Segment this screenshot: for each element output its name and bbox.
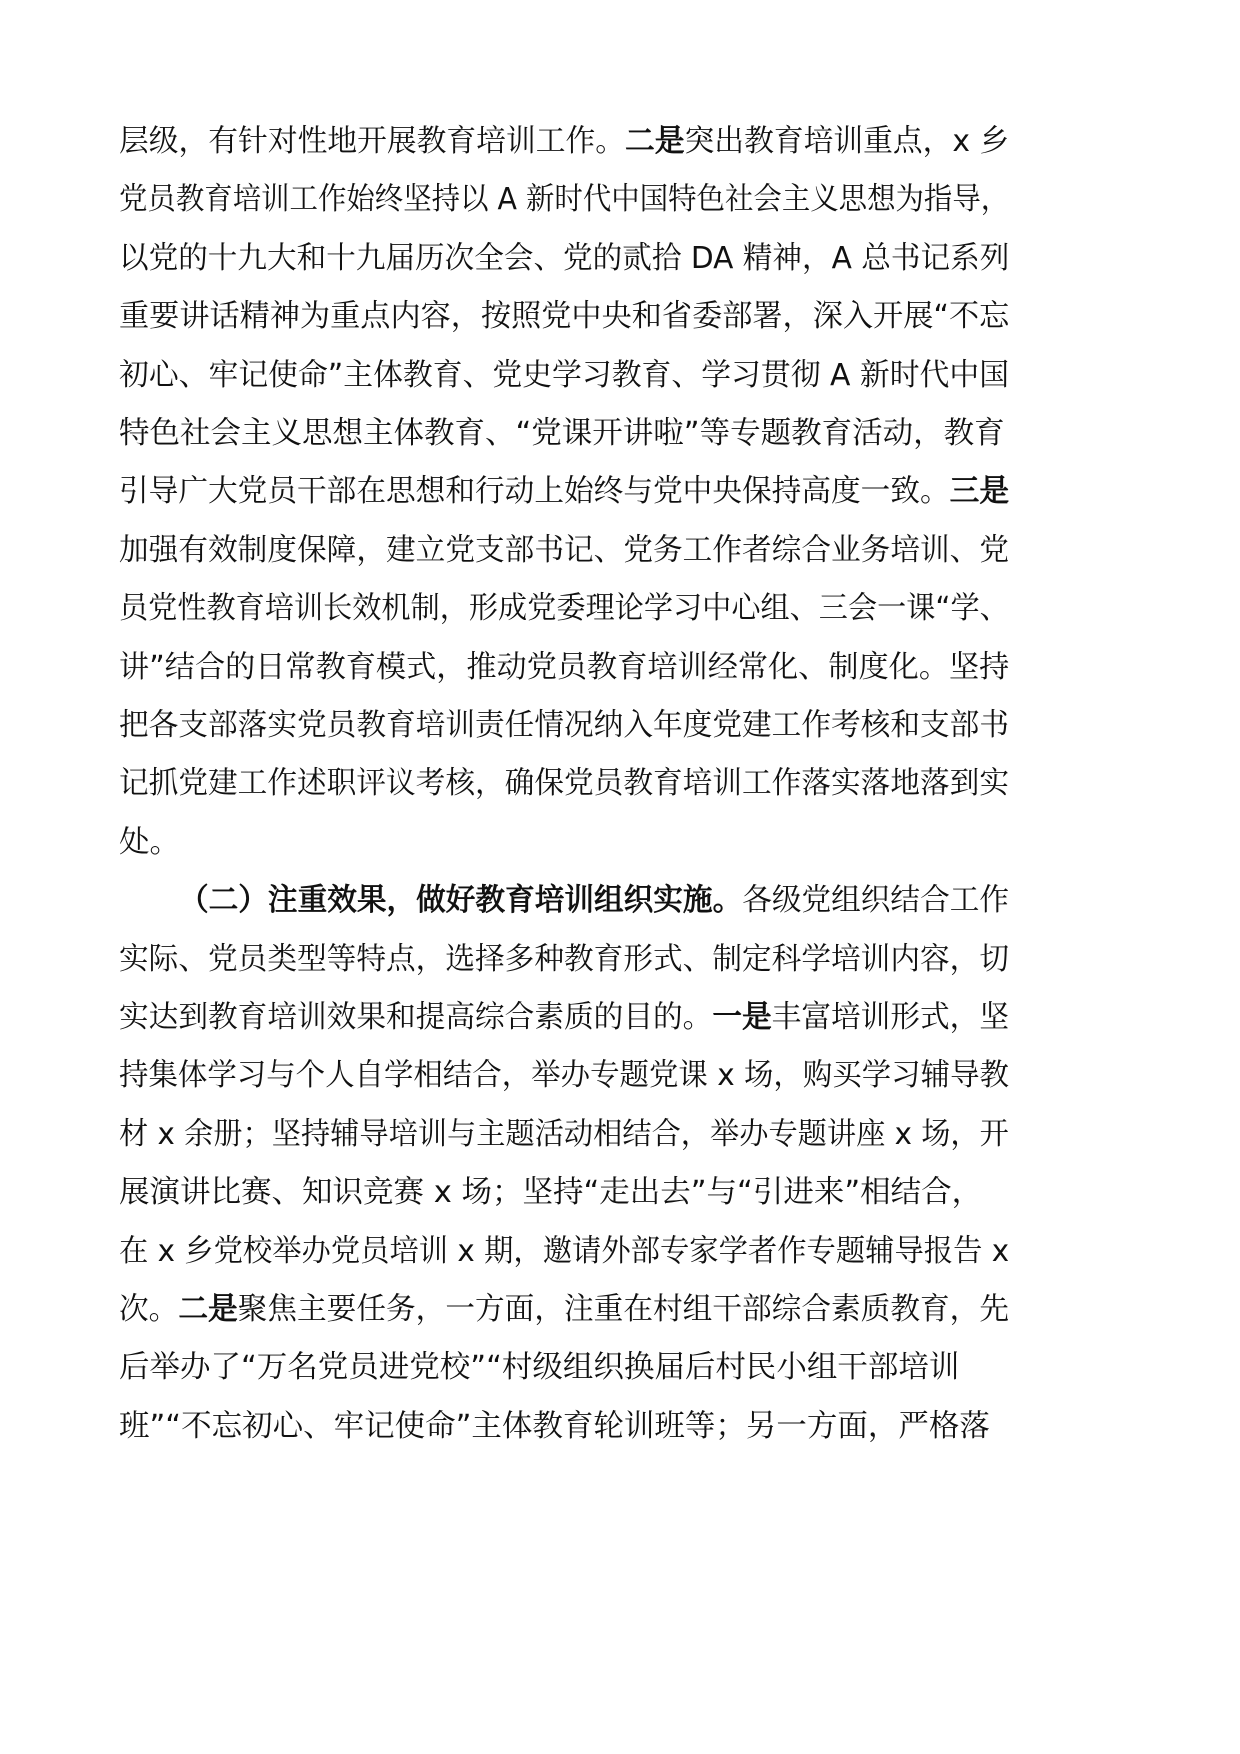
text-line [119, 402, 1005, 466]
text-segment: 初心、牢记使命”主体教育、党史学习教育、学习贯彻 A 新时代中国 [119, 357, 1010, 393]
text-segment: 展演讲比赛、知识竞赛 x 场；坚持“走出去”与“引进来”相结合， [119, 1175, 983, 1211]
text-segment: 在 x 乡党校举办党员培训 x 期，邀请外部专家学者作专题辅导报告 x [119, 1233, 1010, 1269]
text-line [119, 636, 1009, 700]
text-segment: 处。 [119, 824, 180, 860]
text-line [119, 1103, 1009, 1167]
text-line [179, 869, 1009, 933]
text-segment: 突出教育培训重点，x 乡 [684, 124, 1010, 159]
text-segment: 后举办了“万名党员进党校”“村级组织换届后村民小组干部培训 [119, 1350, 960, 1386]
text-line [119, 694, 1009, 758]
text-line [119, 1395, 990, 1459]
text-segment: 记抓党建工作述职评议考核，确保党员教育培训工作落实落地落到实 [119, 766, 1010, 802]
bold-text-segment: （二）注重效果，做好教育培训组织实施。 [179, 883, 743, 919]
text-segment: 讲”结合的日常教育模式，推动党员教育培训经常化、制度化。坚持 [119, 649, 1010, 685]
bold-text-segment: 三是 [949, 474, 1010, 510]
text-line [119, 1278, 1009, 1342]
text-line [119, 460, 1009, 524]
bold-text-segment: 二是 [178, 1292, 238, 1327]
text-line [119, 519, 1009, 583]
text-line [119, 1161, 982, 1225]
text-segment: 加强有效制度保障，建立党支部书记、党务工作者综合业务培训、党 [119, 532, 1010, 568]
text-segment: 实际、党员类型等特点，选择多种教育形式、制定科学培训内容，切 [119, 941, 1010, 977]
text-segment: 次。 [119, 1292, 179, 1327]
text-line [119, 811, 180, 875]
text-segment: 引导广大党员干部在思想和行动上始终与党中央保持高度一致。 [119, 474, 950, 510]
text-segment: 员党性教育培训长效机制，形成党委理论学习中心组、三会一课“学、 [119, 591, 1009, 627]
text-segment: 持集体学习与个人自学相结合，举办专题党课 x 场，购买学习辅导教 [119, 1058, 1009, 1094]
text-segment: 以党的十九大和十九届历次全会、党的贰拾 DA 精神，A 总书记系列 [119, 240, 1010, 276]
text-segment: 班”“不忘初心、牢记使命”主体教育轮训班等；另一方面，严格落 [119, 1408, 990, 1444]
text-segment: 实达到教育培训效果和提高综合素质的目的。 [119, 1000, 713, 1035]
text-segment: 层级，有针对性地开展教育培训工作。 [119, 124, 626, 159]
bold-text-segment: 一是 [712, 1000, 772, 1035]
text-line [119, 752, 1009, 816]
text-segment: 材 x 余册；坚持辅导培训与主题活动相结合，举办专题讲座 x 场，开 [119, 1116, 1009, 1152]
text-line [119, 168, 1009, 232]
bold-text-segment: 二是 [625, 124, 685, 159]
text-line [119, 577, 1009, 641]
text-line [119, 928, 1009, 992]
text-segment: 丰富培训形式，坚 [771, 1000, 1010, 1035]
text-line [119, 1044, 1009, 1108]
text-line [119, 1336, 959, 1400]
text-line [119, 285, 1009, 349]
text-line [119, 344, 1009, 408]
text-line [119, 1220, 1009, 1284]
text-segment: 聚焦主要任务，一方面，注重在村组干部综合素质教育，先 [237, 1292, 1010, 1327]
text-segment: 特色社会主义思想主体教育、“党课开讲啦”等专题教育活动，教育 [119, 416, 1005, 451]
text-segment: 重要讲话精神为重点内容，按照党中央和省委部署，深入开展“不忘 [119, 299, 1010, 335]
text-segment: 党员教育培训工作始终坚持以 A 新时代中国特色社会主义思想为指导， [119, 182, 1010, 218]
text-segment: 各级党组织结合工作 [742, 883, 1010, 919]
text-line [119, 986, 1009, 1050]
text-line [119, 227, 1009, 291]
text-segment: 把各支部落实党员教育培训责任情况纳入年度党建工作考核和支部书 [119, 708, 1010, 743]
text-line [119, 110, 1009, 174]
